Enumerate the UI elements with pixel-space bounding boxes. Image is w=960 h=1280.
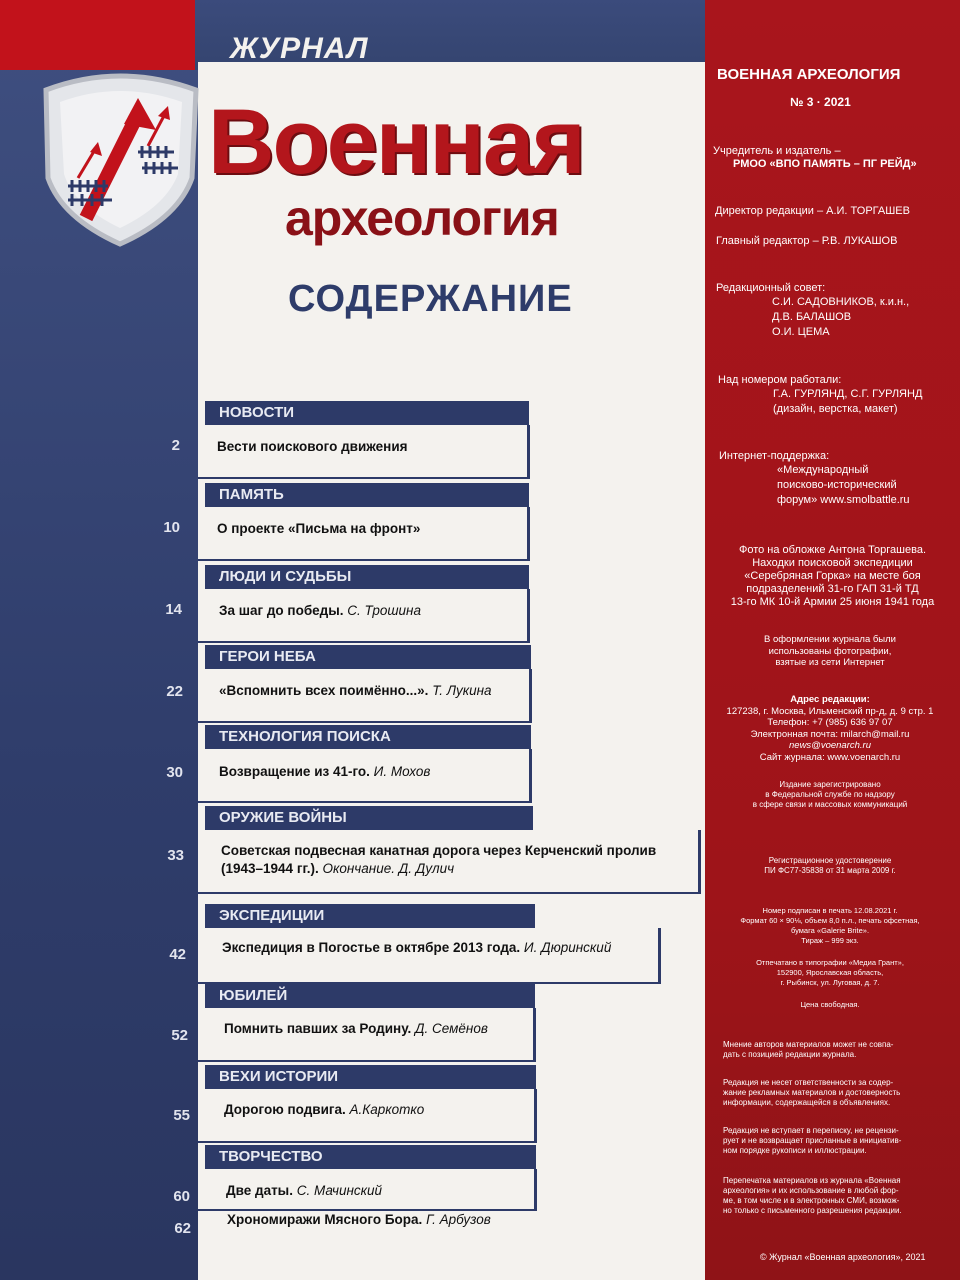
article-title[interactable]: Вести поискового движения [217,439,408,454]
page-number: 14 [165,601,182,618]
founder: РМОО «ВПО ПАМЯТЬ – ПГ РЕЙД» [733,158,917,170]
article-author: Д. Семёнов [415,1021,488,1036]
article-title[interactable]: Дорогою подвига. А.Каркотко [224,1102,425,1117]
chief-editor: Главный редактор – Р.В. ЛУКАШОВ [716,235,898,247]
section-header: ТЕХНОЛОГИЯ ПОИСКА [205,725,531,749]
internet-line: форум» www.smolbattle.ru [777,494,910,506]
certificate-note: Регистрационное удостоверение ПИ ФС77-35838 от 31 марта 2009 г. [764,856,896,875]
section-header: ЭКСПЕДИЦИИ [205,904,535,928]
phone: Телефон: +7 (985) 636 97 07 [767,717,893,728]
worked-roles: (дизайн, верстка, макет) [773,403,898,415]
copyright: © Журнал «Военная археология», 2021 [760,1252,926,1262]
article-title[interactable]: Возвращение из 41-го. И. Мохов [219,764,431,779]
article-author: А.Каркотко [349,1102,425,1117]
editorial-address: Адрес редакции: 127238, г. Москва, Ильменский пр-д, д. 9 стр. 1 Телефон: +7 (985) 636 97 07 Электронная почта: milarch@mail.ru news@voenarch.ru Сайт журнала: www.voenarch.ru [705,694,955,763]
founder-label: Учредитель и издатель – [713,145,841,157]
internet-line: «Международный [777,464,869,476]
top-left-red-band [0,0,205,70]
disclaimer-4: Перепечатка материалов из журнала «Военная археология» и их использование в любой фор- ме, в том числе и в электронных СМИ, возмож- но только с письменного разрешения редакции. [723,1176,902,1215]
email-link[interactable]: news@voenarch.ru [789,740,871,751]
page-number: 2 [171,437,180,454]
article-title[interactable]: Две даты. С. Мачинский [226,1183,383,1198]
page-number: 10 [163,519,180,536]
section-header: ЛЮДИ И СУДЬБЫ [205,565,529,589]
disclaimer-1: Мнение авторов материалов может не совпа- дать с позицией редакции журнала. [723,1040,894,1059]
worked-label: Над номером работали: [718,374,842,386]
cover-caption: Фото на обложке Антона Торгашева. Находки поисковой экспедиции «Серебряная Горка» на месте боя подразделений 31-го ГАП 31-й ТД 13-го МК 10-й Армии 25 июня 1941 года [730,544,935,608]
shield-emblem-icon [38,68,203,248]
internet-line: поисково-исторический [777,479,897,491]
section-header: ЮБИЛЕЙ [205,984,535,1008]
director: Директор редакции – А.И. ТОРГАШЕВ [715,205,910,217]
section-header: ВЕХИ ИСТОРИИ [205,1065,536,1089]
board-member: С.И. САДОВНИКОВ, к.и.н., [772,296,910,308]
article-title[interactable]: Хрономиражи Мясного Бора. Г. Арбузов [227,1212,491,1227]
magazine-title: Военная [208,91,584,193]
photos-note: В оформлении журнала были использованы фотографии, взятые из сети Интернет [763,634,896,668]
page-number: 55 [173,1107,190,1124]
page-number: 30 [166,764,183,781]
worked-names: Г.А. ГУРЛЯНД, С.Г. ГУРЛЯНД [773,388,923,400]
board-label: Редакционный совет: [716,282,826,294]
page-number: 60 [173,1188,190,1205]
article-author: И. Дюринский [523,940,612,955]
article-title[interactable]: О проекте «Письма на фронт» [217,521,421,536]
article-title[interactable]: Советская подвесная канатная дорога через Керченский пролив (1943–1944 гг.). Окончание. Д. Дулич [221,843,657,876]
imprint-journal: ВОЕННАЯ АРХЕОЛОГИЯ [717,66,901,83]
article-title[interactable]: Экспедиция в Погостье в октябре 2013 года. И. Дюринский [222,940,612,955]
article-author: Д. Дулич [398,861,455,876]
magazine-subtitle: археология [285,190,559,246]
page-number: 42 [169,946,186,963]
printer-details: Отпечатано в типографии «Медиа Грант», 152900, Ярославская область, г. Рыбинск, ул. Луговая, д. 7. [756,958,904,987]
section-header: ГЕРОИ НЕБА [205,645,531,669]
article-author: И. Мохов [373,764,431,779]
article-title[interactable]: Помнить павших за Родину. Д. Семёнов [224,1021,488,1036]
masthead-label: ЖУРНАЛ [230,32,369,65]
page-number: 22 [166,683,183,700]
page-number: 33 [167,847,184,864]
email-link[interactable]: Электронная почта: milarch@mail.ru [750,728,910,740]
page-number: 62 [174,1220,191,1237]
internet-label: Интернет-поддержка: [719,450,830,462]
disclaimer-2: Редакция не несет ответственности за содер- жание рекламных материалов и достоверность информации, содержащейся в объявлениях. [723,1078,901,1107]
article-title[interactable]: За шаг до победы. С. Трошина [219,603,421,618]
article-title[interactable]: «Вспомнить всех поимённо...». Т. Лукина [219,683,492,698]
board-member: О.И. ЦЕМА [772,326,830,338]
contents-heading: СОДЕРЖАНИЕ [288,278,573,320]
board-member: Д.В. БАЛАШОВ [772,311,852,323]
article-author: Г. Арбузов [426,1212,491,1227]
price: Цена свободная. [800,1000,860,1009]
section-header: НОВОСТИ [205,401,529,425]
section-header: ТВОРЧЕСТВО [205,1145,536,1169]
imprint-issue: № 3 · 2021 [790,95,851,109]
article-author: Т. Лукина [432,683,492,698]
section-header: ПАМЯТЬ [205,483,529,507]
imprint-column [705,0,960,1280]
section-header: ОРУЖИЕ ВОЙНЫ [205,806,533,830]
article-author: С. Трошина [347,603,421,618]
site-link[interactable]: Сайт журнала: www.voenarch.ru [759,751,901,763]
page-number: 52 [171,1027,188,1044]
print-details: Номер подписан в печать 12.08.2021 г. Формат 60 × 90⅛, объем 8,0 п.л., печать офсетная, бумага «Galerie Brite». Тираж – 999 экз. [740,906,920,945]
disclaimer-3: Редакция не вступает в переписку, не рецензи- рует и не возвращает присланные в инициатив- ном порядке рукописи и иллюстрации. [723,1126,902,1155]
toc-entry-box [198,928,661,984]
registration-note: Издание зарегистрировано в Федеральной службе по надзору в сфере связи и массовых коммуникаций [752,780,908,809]
article-author: С. Мачинский [296,1183,383,1198]
